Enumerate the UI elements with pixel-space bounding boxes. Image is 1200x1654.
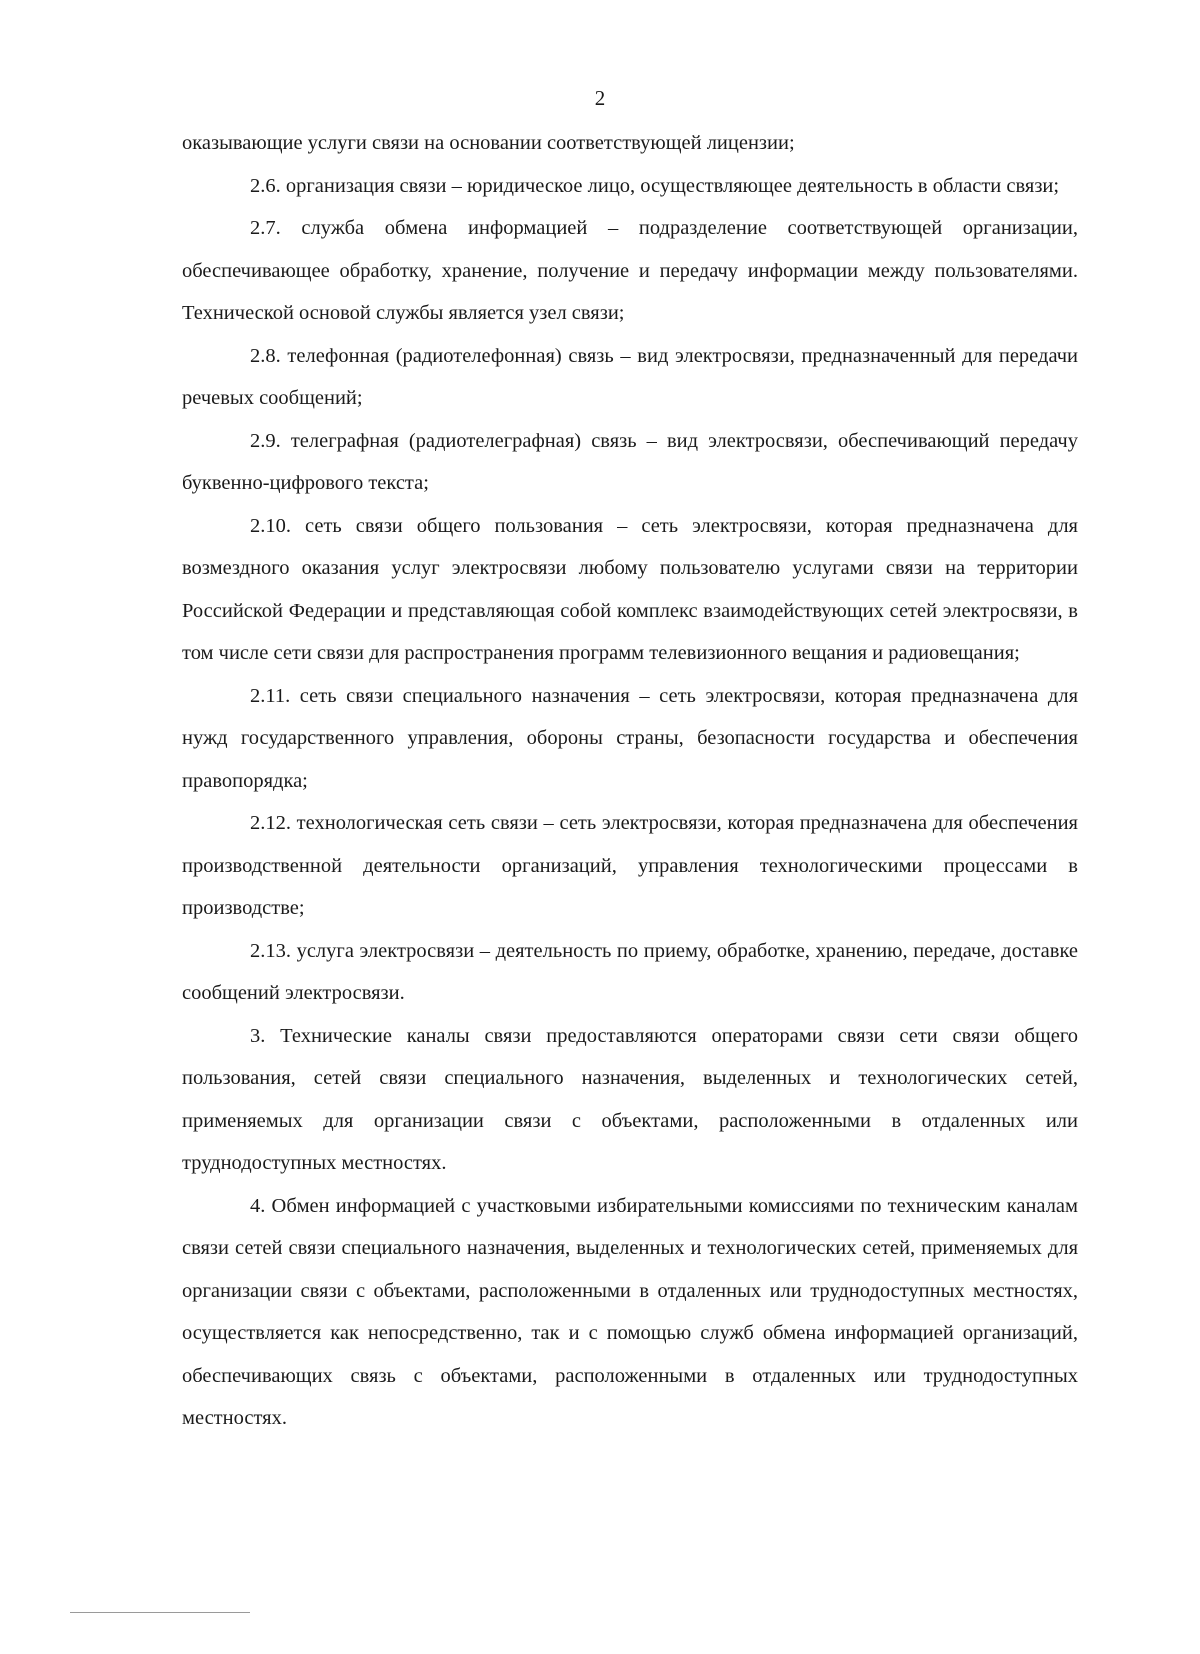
paragraph-2-12: 2.12. технологическая сеть связи – сеть электросвязи, которая предназначена для обеспечения производственной деятельности организаций, управления технологическими процессами в производстве; [182,812,1078,919]
paragraph-continuation: оказывающие услуги связи на основании соответствующей лицензии; [182,132,795,154]
paragraph-2-10: 2.10. сеть связи общего пользования – сеть электросвязи, которая предназначена для возмездного оказания услуг электросвязи любому пользователю услугами связи на территории Российской Федерации и представляющая собой комплекс взаимодействующих сетей электросвязи, в том числе сети связи для распространения программ телевизионного вещания и радиовещания; [182,514,1078,664]
page-number: 2 [594,86,606,110]
paragraph-4: 4. Обмен информацией с участковыми избирательными комиссиями по техническим каналам связи сетей связи специального назначения, выделенных и технологических сетей, применяемых для организации связи с объектами, расположенными в отдаленных или труднодоступных местностях, осуществляется как непосредственно, так и с помощью служб обмена информацией организаций, обеспечивающих связь с объектами, расположенными в отдаленных или труднодоступных местностях. [182,1194,1078,1429]
paragraph-2-6: 2.6. организация связи – юридическое лицо, осуществляющее деятельность в области связи; [250,174,1060,197]
paragraph-2-13: 2.13. услуга электросвязи – деятельность по приему, обработке, хранению, передаче, доставке сообщений электросвязи. [182,939,1078,1004]
paragraph-3: 3. Технические каналы связи предоставляются операторами связи сети связи общего пользования, сетей связи специального назначения, выделенных и технологических сетей, применяемых для организации связи с объектами, расположенными в отдаленных или труднодоступных местностях. [182,1024,1078,1174]
paragraph-2-7: 2.7. служба обмена информацией – подразделение соответствующей организации, обеспечивающее обработку, хранение, получение и передачу информации между пользователями. Технической основой службы является узел связи; [182,217,1078,324]
paragraph-2-8: 2.8. телефонная (радиотелефонная) связь – вид электросвязи, предназначенный для передачи речевых сообщений; [182,344,1078,409]
paragraph-2-9: 2.9. телеграфная (радиотелеграфная) связь – вид электросвязи, обеспечивающий передачу буквенно-цифрового текста; [182,429,1078,494]
footer-rule [70,1612,250,1613]
document-body [182,122,1078,1440]
paragraph-2-11: 2.11. сеть связи специального назначения – сеть электросвязи, которая предназначена для нужд государственного управления, обороны страны, безопасности государства и обеспечения правопорядка; [182,684,1078,792]
